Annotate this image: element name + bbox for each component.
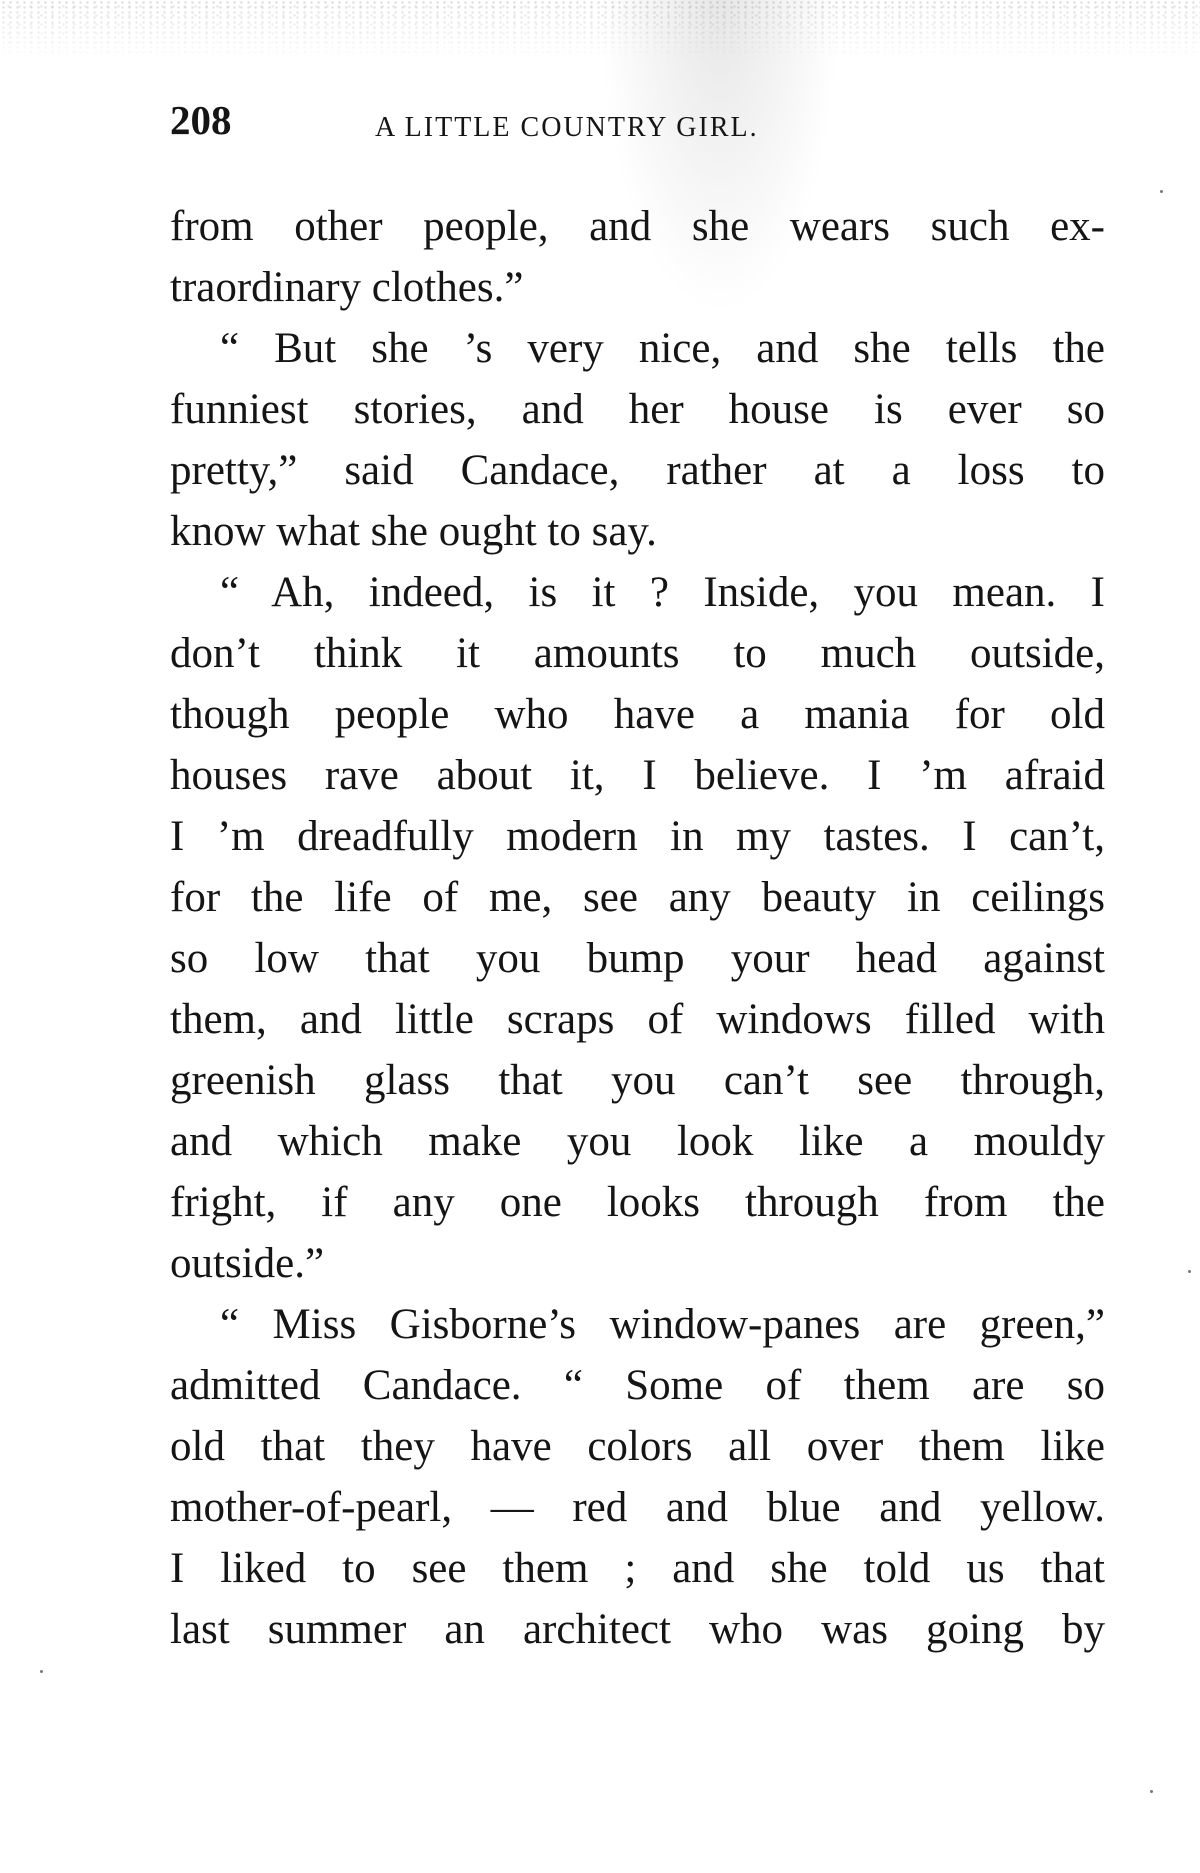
body-text bbox=[170, 196, 1105, 1660]
text-line: don’t think it amounts to much outside, bbox=[170, 630, 1105, 677]
text-line: I liked to see them ; and she told us that bbox=[170, 1545, 1105, 1592]
paper-speck bbox=[1188, 1270, 1191, 1273]
text-line: mother-of-pearl, — red and blue and yellow. bbox=[170, 1484, 1105, 1531]
text-line: “ Miss Gisborne’s window-panes are green,” bbox=[220, 1301, 1105, 1348]
paper-speck bbox=[1150, 1790, 1153, 1793]
text-line: pretty,” said Candace, rather at a loss to bbox=[170, 447, 1105, 494]
text-line: I ’m dreadfully modern in my tastes. I can’t, bbox=[170, 813, 1105, 860]
text-line: them, and little scraps of windows filled with bbox=[170, 996, 1105, 1043]
text-line: houses rave about it, I believe. I ’m afraid bbox=[170, 752, 1105, 799]
paper-speck bbox=[40, 1670, 43, 1673]
text-line: from other people, and she wears such ex- bbox=[170, 203, 1105, 250]
text-line: fright, if any one looks through from the bbox=[170, 1179, 1105, 1226]
text-line: “ Ah, indeed, is it ? Inside, you mean. I bbox=[220, 569, 1105, 616]
page-header bbox=[170, 97, 1105, 160]
text-line: last summer an architect who was going by bbox=[170, 1606, 1105, 1653]
page-number: 208 bbox=[170, 97, 232, 143]
text-line: outside.” bbox=[170, 1240, 325, 1287]
text-line: old that they have colors all over them like bbox=[170, 1423, 1105, 1470]
text-line: though people who have a mania for old bbox=[170, 691, 1105, 738]
text-line: so low that you bump your head against bbox=[170, 935, 1105, 982]
text-line: greenish glass that you can’t see through, bbox=[170, 1057, 1105, 1104]
page-edge-noise bbox=[0, 0, 1200, 60]
text-line: admitted Candace. “ Some of them are so bbox=[170, 1362, 1105, 1409]
text-line: for the life of me, see any beauty in ceilings bbox=[170, 874, 1105, 921]
text-line: traordinary clothes.” bbox=[170, 264, 524, 311]
text-line: know what she ought to say. bbox=[170, 508, 657, 555]
text-line: and which make you look like a mouldy bbox=[170, 1118, 1105, 1165]
running-head: A LITTLE COUNTRY GIRL. bbox=[375, 112, 759, 143]
paper-speck bbox=[1160, 190, 1163, 193]
text-line: funniest stories, and her house is ever so bbox=[170, 386, 1105, 433]
text-line: “ But she ’s very nice, and she tells the bbox=[220, 325, 1105, 372]
